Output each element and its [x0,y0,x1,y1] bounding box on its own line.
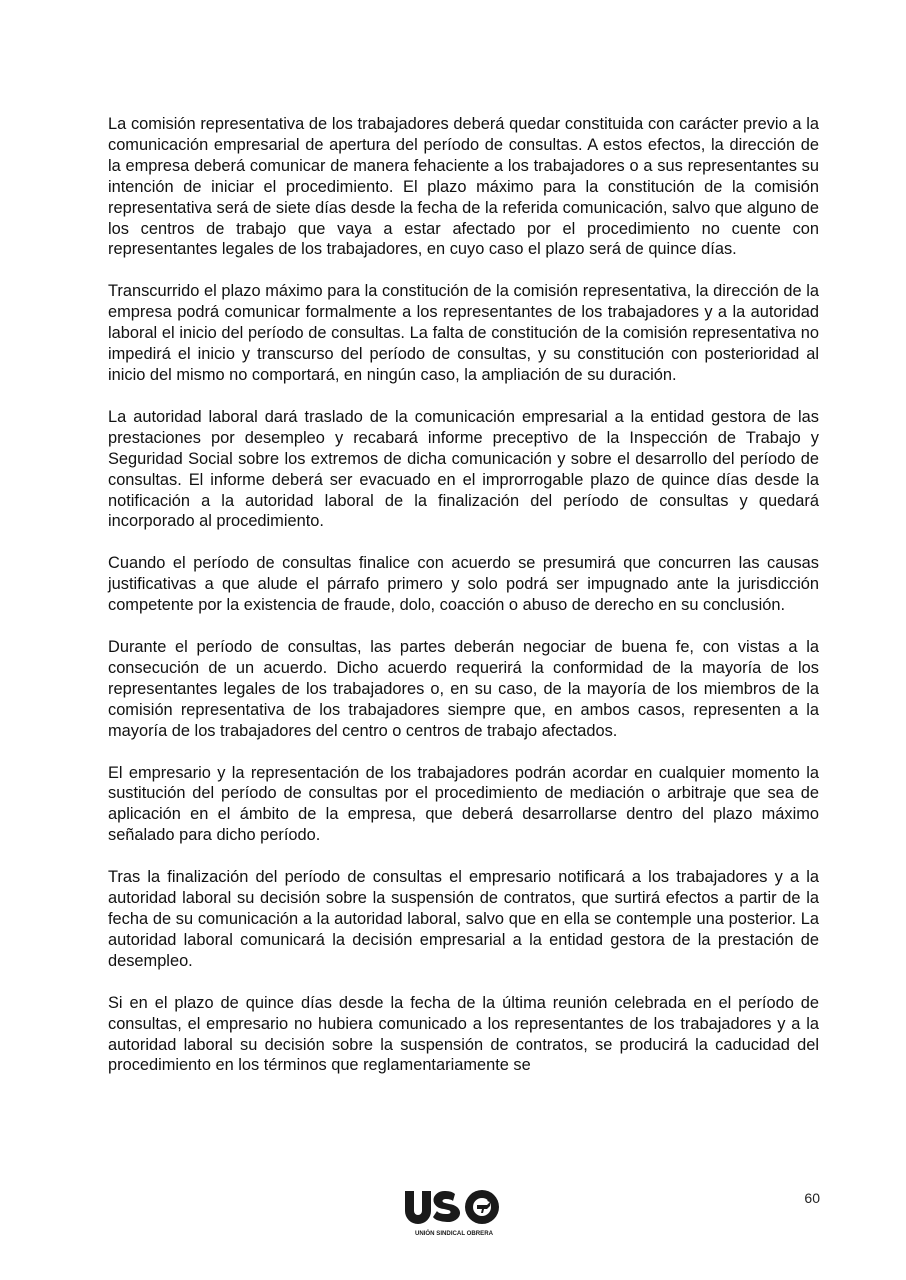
paragraph: Transcurrido el plazo máximo para la constitución de la comisión representativa, la dirección de la empresa podrá comunicar formalmente a los representantes de los trabajadores y a la autoridad laboral el inicio del período de consultas. La falta de constitución de la comisión representativa no impedirá el inicio y transcurso del período de consultas, y su constitución con posterioridad al inicio del mismo no comportará, en ningún caso, la ampliación de su duración. [108,282,819,384]
svg-text:UNIÓN SINDICAL OBRERA: UNIÓN SINDICAL OBRERA [414,1230,494,1237]
paragraph: El empresario y la representación de los trabajadores podrán acordar en cualquier momento la sustitución del período de consultas por el procedimiento de mediación o arbitraje que sea de aplicación en el ámbito de la empresa, que deberá desarrollarse dentro del plazo máximo señalado para dicho período. [108,763,819,845]
uso-logo-icon [403,1188,505,1238]
page-number: 60 [804,1190,820,1206]
paragraph: La comisión representativa de los trabajadores deberá quedar constituida con carácter previo a la comunicación empresarial de apertura del período de consultas. A estos efectos, la dirección de la empresa deberá comunicar de manera fehaciente a los trabajadores o a sus representantes su intención de iniciar el procedimiento. El plazo máximo para la constitución de la comisión representativa será de siete días desde la fecha de la referida comunicación, salvo que alguno de los centros de trabajo que vaya a estar afectado por el procedimiento no cuente con representantes legales de los trabajadores, en cuyo caso el plazo será de quince días. [108,115,819,259]
paragraph: Si en el plazo de quince días desde la fecha de la última reunión celebrada en el período de consultas, el empresario no hubiera comunicado a los representantes de los trabajadores y a la autoridad laboral su decisión sobre la suspensión de contratos, se producirá la caducidad del procedimiento en los términos que reglamentariamente se [108,993,819,1075]
paragraph: Cuando el período de consultas finalice con acuerdo se presumirá que concurren las causas justificativas a que alude el párrafo primero y solo podrá ser impugnado ante la jurisdicción competente por la existencia de fraude, dolo, coacción o abuso de derecho en su conclusión. [108,554,819,615]
paragraph: Durante el período de consultas, las partes deberán negociar de buena fe, con vistas a la consecución de un acuerdo. Dicho acuerdo requerirá la conformidad de la mayoría de los representantes legales de los trabajadores o, en su caso, de la mayoría de los miembros de la comisión representativa de los trabajadores siempre que, en ambos casos, representen a la mayoría de los trabajadores del centro o centros de trabajo afectados. [108,638,819,740]
document-body [108,114,819,1076]
paragraph: Tras la finalización del período de consultas el empresario notificará a los trabajadores y a la autoridad laboral su decisión sobre la suspensión de contratos, que surtirá efectos a partir de la fecha de su comunicación a la autoridad laboral, salvo que en ella se contemple una posterior. La autoridad laboral comunicará la decisión empresarial a la entidad gestora de la prestación de desempleo. [108,868,819,970]
paragraph: La autoridad laboral dará traslado de la comunicación empresarial a la entidad gestora de las prestaciones por desempleo y recabará informe preceptivo de la Inspección de Trabajo y Seguridad Social sobre los extremos de dicha comunicación y sobre el desarrollo del período de consultas. El informe deberá ser evacuado en el improrrogable plazo de quince días desde la notificación a la autoridad laboral de la finalización del período de consultas y quedará incorporado al procedimiento. [108,407,819,531]
